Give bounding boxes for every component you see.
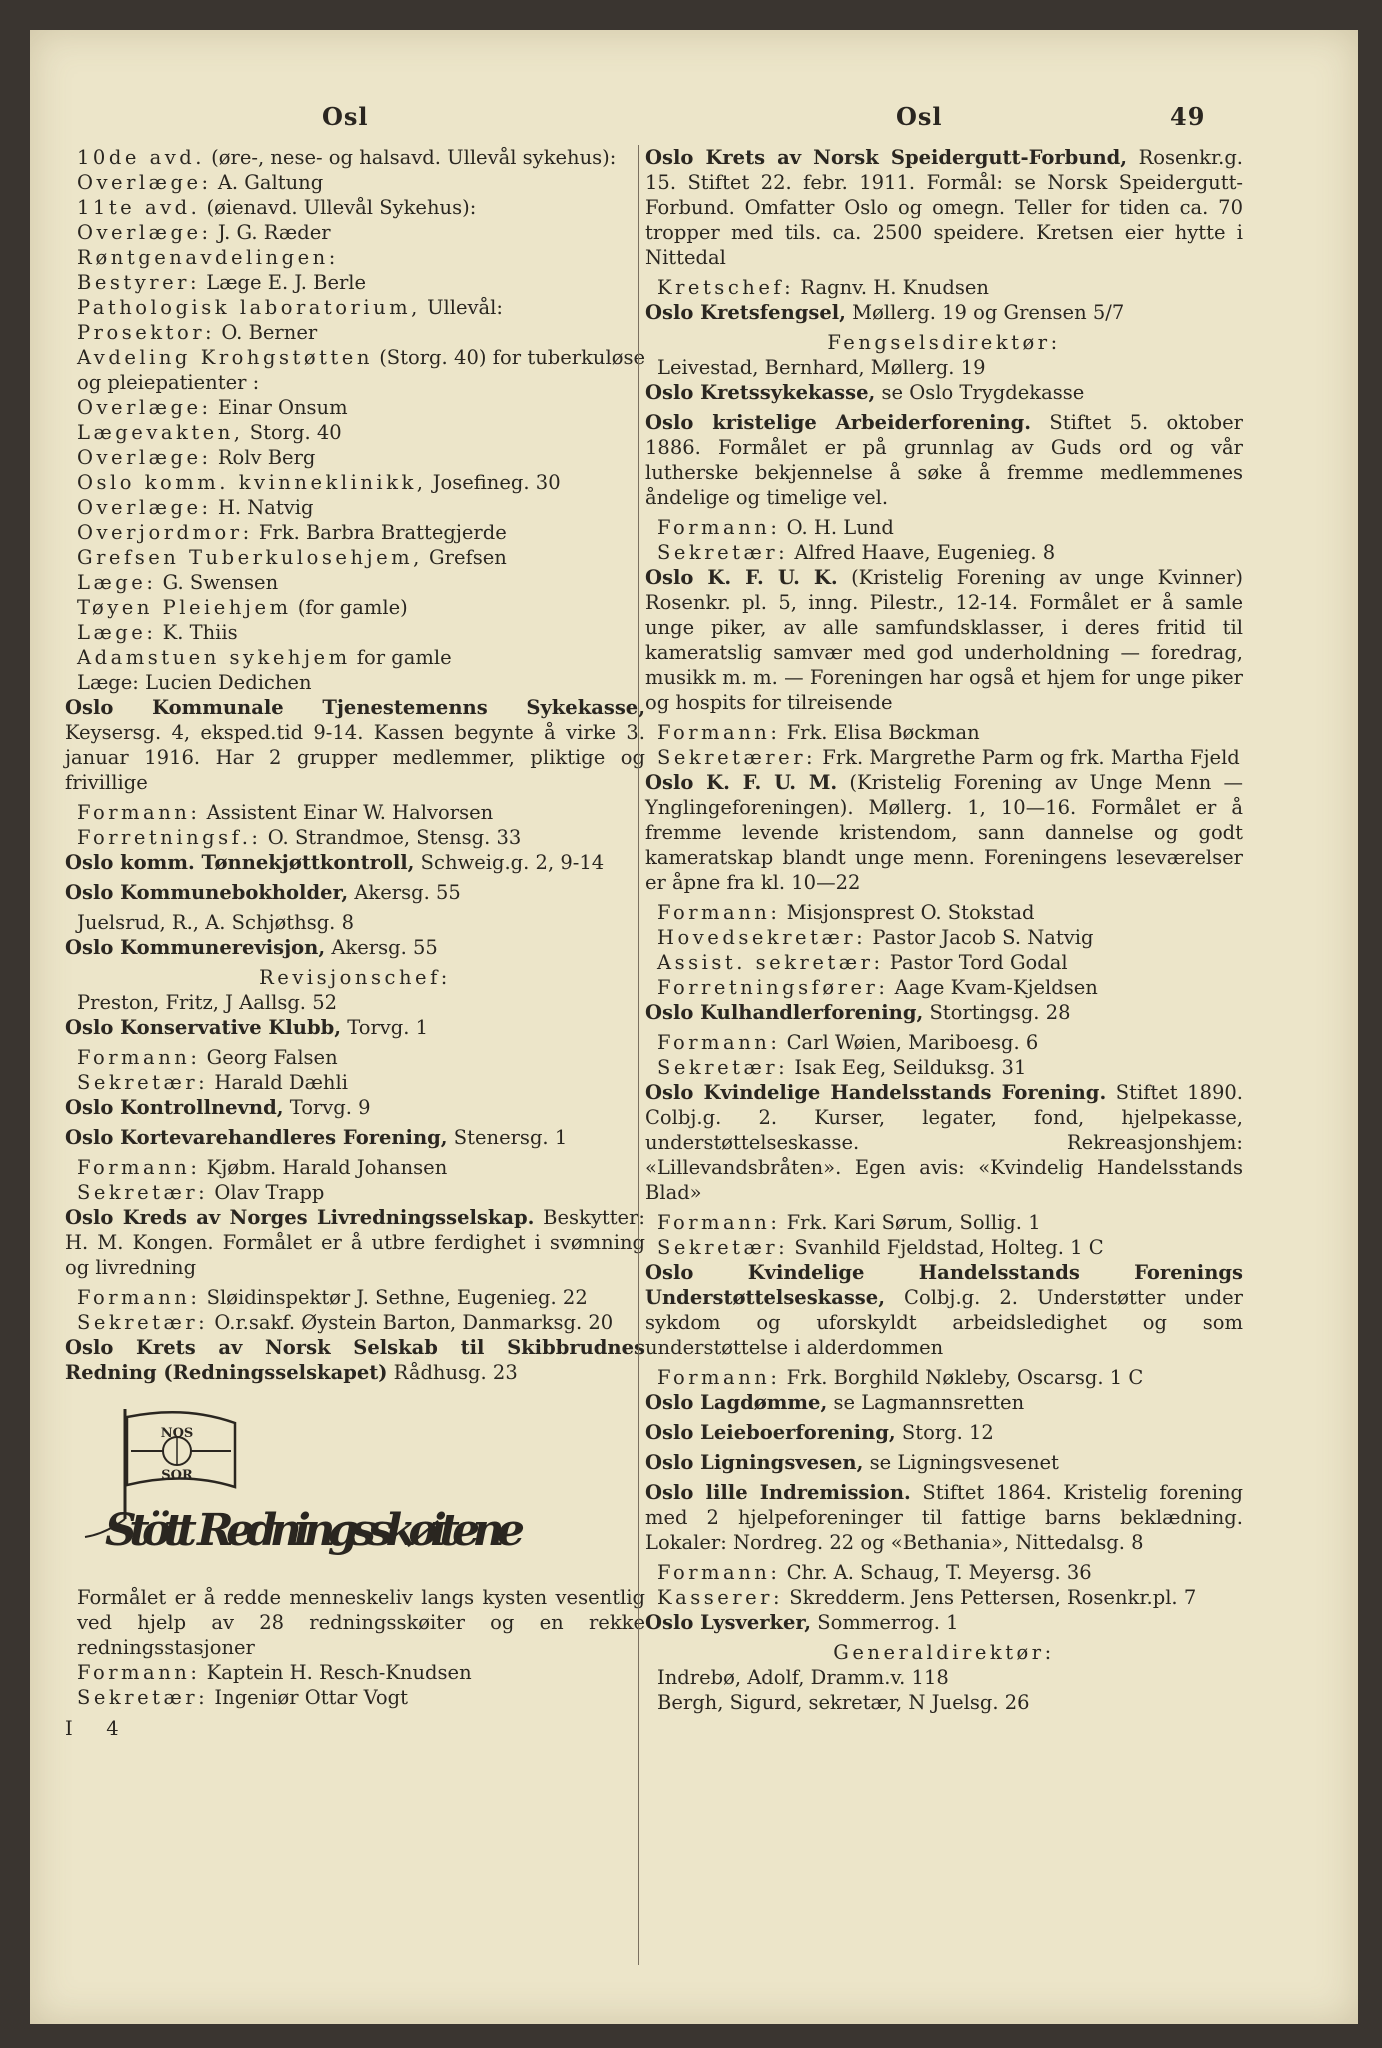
svg-text:NOS: NOS — [160, 1426, 194, 1441]
directory-entry — [645, 1610, 1243, 1635]
entry-text: Carl Wøien, Mariboesg. 6 — [780, 1031, 1039, 1054]
entry-heading: Oslo Kommunebokholder, — [65, 881, 349, 904]
entry-text: Beskytter: H. M. Kongen. Formålet er å utbre ferdighet i svømning og livredning — [65, 1206, 645, 1279]
directory-entry — [645, 1210, 1243, 1235]
entry-text: (Kristelig Forening av unge Kvinner) Rosenkr. pl. 5, inng. Pilestr., 12-14. Formålet er å samle unge piker, av alle samfundsklasser, i deres fritid til kameratslig samvær med god underholdning — foredrag, musikk m. m. — Foreningen har også et hjem for unge piker og hospits for tilreisende — [645, 566, 1243, 714]
entry-label: Formann: — [657, 516, 781, 539]
entry-text: O. Strandmoe, Stensg. 33 — [261, 826, 522, 849]
running-head-center: Osl — [896, 102, 943, 131]
directory-entry — [65, 1125, 645, 1150]
entry-heading: Oslo Kvindelige Handelsstands Forening. — [645, 1081, 1107, 1104]
entry-text: Schweig.g. 2, 9-14 — [414, 851, 605, 874]
entry-label: Sekretær: — [77, 1181, 209, 1204]
entry-text: Misjonsprest O. Stokstad — [780, 901, 1035, 924]
entry-text: Alfred Haave, Eugenieg. 8 — [788, 541, 1056, 564]
entry-text: (Storg. 40) for tuberkuløse og pleiepatienter : — [77, 346, 645, 394]
entry-heading: Oslo K. F. U. M. — [645, 771, 838, 794]
rescue-ship-flag-icon — [65, 1399, 525, 1569]
entry-label: Bestyrer: — [77, 271, 201, 294]
entry-text: Chr. A. Schaug, T. Meyersg. 36 — [780, 1561, 1092, 1584]
entry-text: O. Berner — [215, 321, 318, 344]
entry-label: Sekretær: — [77, 1686, 209, 1709]
entry-text: Georg Falsen — [200, 1046, 338, 1069]
entry-heading: Oslo Kommunale Tjenestemenns Sykekasse, — [65, 696, 645, 719]
directory-entry — [65, 670, 645, 695]
entry-label: Formann: — [657, 1031, 781, 1054]
directory-entry — [645, 925, 1243, 950]
directory-entry — [645, 1420, 1243, 1445]
entry-label: Lægevakten, — [77, 421, 244, 444]
entry-heading: Oslo Kreds av Norges Livredningsselskap. — [65, 1206, 535, 1229]
directory-page — [30, 30, 1358, 2024]
directory-entry — [645, 770, 1243, 895]
entry-text: Juelsrud, R., A. Schjøthsg. 8 — [77, 911, 354, 934]
directory-entry — [65, 195, 645, 220]
entry-text: for gamle — [350, 646, 452, 669]
directory-entry — [65, 850, 645, 875]
entry-heading: Oslo Kretssykekasse, — [645, 381, 876, 404]
directory-entry — [65, 965, 645, 990]
directory-entry — [645, 410, 1243, 510]
entry-label: Tøyen Pleiehjem — [77, 596, 292, 619]
directory-entry — [645, 355, 1243, 380]
svg-text:Stött Redningsskøitene: Stött Redningsskøitene — [105, 1505, 525, 1556]
entry-heading: Oslo komm. Tønnekjøttkontroll, — [65, 851, 415, 874]
directory-entry — [65, 445, 645, 470]
directory-entry — [645, 330, 1243, 355]
entry-text: (for gamle) — [291, 596, 408, 619]
page-number: 49 — [1170, 102, 1206, 131]
entry-text: Sommerrog. 1 — [811, 1611, 959, 1634]
entry-text: Josefineg. 30 — [426, 471, 561, 494]
directory-entry — [645, 975, 1243, 1000]
running-head-left: Osl — [322, 102, 369, 131]
entry-text: Bergh, Sigurd, sekretær, N Juelsg. 26 — [657, 1691, 1030, 1714]
entry-label: Sekretærer: — [657, 746, 817, 769]
entry-heading: Oslo Konservative Klubb, — [65, 1016, 342, 1039]
directory-entry — [65, 1180, 645, 1205]
directory-entry — [645, 380, 1243, 405]
entry-text: O.r.sakf. Øystein Barton, Danmarksg. 20 — [208, 1311, 614, 1334]
entry-heading: Oslo Kulhandlerforening, — [645, 1001, 924, 1024]
directory-entry — [645, 1585, 1243, 1610]
directory-entry — [645, 1000, 1243, 1025]
entry-text: Formålet er å redde menneskeliv langs kysten vesentlig ved hjelp av 28 redningsskøiter og en rekke redningsstasjoner — [77, 1586, 645, 1659]
entry-heading: Oslo Ligningsvesen, — [645, 1451, 864, 1474]
entry-text: Einar Onsum — [211, 396, 348, 419]
entry-text: Pastor Tord Godal — [883, 951, 1068, 974]
directory-entry — [65, 320, 645, 345]
directory-entry — [65, 545, 645, 570]
entry-text: G. Swensen — [156, 571, 279, 594]
directory-entry — [65, 800, 645, 825]
entry-label: Hovedsekretær: — [657, 926, 867, 949]
entry-label: Forretningsf.: — [77, 826, 262, 849]
directory-entry — [65, 245, 645, 270]
entry-subheading: Generaldirektør: — [833, 1641, 1055, 1664]
entry-text: Rolv Berg — [211, 446, 316, 469]
directory-entry — [65, 880, 645, 905]
entry-text: Frk. Elisa Bøckman — [780, 721, 980, 744]
directory-entry — [645, 720, 1243, 745]
directory-entry — [645, 950, 1243, 975]
entry-heading: Oslo Kretsfengsel, — [645, 301, 846, 324]
entry-label: Formann: — [657, 1366, 781, 1389]
directory-entry — [645, 1365, 1243, 1390]
entry-text: Grefsen — [422, 546, 507, 569]
directory-entry — [65, 990, 645, 1015]
entry-heading: Oslo Krets av Norsk Selskab til Skibbrudnes Redning (Redningsselskapet) — [65, 1336, 645, 1384]
entry-text: Sløidinspektør J. Sethne, Eugenieg. 22 — [200, 1286, 588, 1309]
entry-text: Harald Dæhli — [208, 1071, 348, 1094]
right-column — [638, 145, 1243, 1965]
directory-entry — [65, 645, 645, 670]
directory-entry — [65, 145, 645, 170]
directory-entry — [645, 515, 1243, 540]
entry-text: O. H. Lund — [780, 516, 894, 539]
redningsselskapet-logo — [65, 1399, 525, 1569]
entry-text: Ingeniør Ottar Vogt — [208, 1686, 408, 1709]
directory-entry — [65, 520, 645, 545]
entry-label: Kretschef: — [657, 276, 795, 299]
entry-subheading: Revisjonschef: — [259, 966, 451, 989]
entry-label: Formann: — [77, 1286, 201, 1309]
directory-entry — [65, 395, 645, 420]
directory-entry — [645, 1055, 1243, 1080]
directory-entry — [645, 1260, 1243, 1360]
entry-text: Ragnv. H. Knudsen — [794, 276, 989, 299]
directory-entry — [645, 540, 1243, 565]
entry-text: Frk. Borghild Nøkleby, Oscarsg. 1 C — [780, 1366, 1144, 1389]
entry-label: Overlæge: — [77, 496, 212, 519]
entry-text: A. Galtung — [211, 171, 324, 194]
directory-entry — [65, 1095, 645, 1120]
entry-heading: Oslo Kortevarehandleres Forening, — [65, 1126, 448, 1149]
directory-entry — [65, 1155, 645, 1180]
entry-text: Leivestad, Bernhard, Møllerg. 19 — [657, 356, 986, 379]
directory-entry — [645, 1080, 1243, 1205]
entry-label: Sekretær: — [77, 1071, 209, 1094]
directory-entry — [65, 1685, 645, 1710]
entry-label: 11te avd. — [77, 196, 201, 219]
entry-text: Svanhild Fjeldstad, Holteg. 1 C — [788, 1236, 1104, 1259]
directory-entry — [65, 595, 645, 620]
entry-text: se Lagmannsretten — [827, 1391, 1025, 1414]
entry-text: Torvg. 9 — [283, 1096, 371, 1119]
entry-label: Grefsen Tuberkulosehjem, — [77, 546, 423, 569]
entry-heading: Oslo lille Indremission. — [645, 1481, 911, 1504]
entry-text: (Kristelig Forening av Unge Menn — Ynglingeforeningen). Møllerg. 1, 10—16. Formålet er å fremme levende kristendom, sann dannelse og godt kameratskap blandt unge menn. Foreningens leseværelser er åpne fra kl. 10—22 — [645, 771, 1243, 894]
directory-entry — [645, 1665, 1243, 1690]
directory-entry — [645, 900, 1243, 925]
entry-text: Assistent Einar W. Halvorsen — [200, 801, 494, 824]
directory-entry — [645, 1640, 1243, 1665]
entry-label: Formann: — [657, 901, 781, 924]
directory-entry — [65, 270, 645, 295]
directory-entry — [65, 495, 645, 520]
directory-entry — [65, 935, 645, 960]
entry-text: Stiftet 5. oktober 1886. Formålet er på grunnlag av Guds ord og vår lutherske bekjennelse å søke å fremme medlemmenes åndelige og timelige vel. — [645, 411, 1243, 509]
entry-text: Læge: Lucien Dedichen — [77, 671, 312, 694]
directory-entry — [65, 295, 645, 320]
right-entry-list — [645, 145, 1243, 1715]
entry-label: Assist. sekretær: — [657, 951, 884, 974]
entry-text: Rådhusg. 23 — [387, 1361, 518, 1384]
entry-text: se Ligningsvesenet — [863, 1451, 1059, 1474]
svg-text:SOR: SOR — [161, 1468, 193, 1483]
directory-entry — [65, 345, 645, 395]
entry-text: K. Thiis — [156, 621, 238, 644]
entry-heading: Oslo K. F. U. K. — [645, 566, 838, 589]
directory-entry — [65, 1285, 645, 1310]
entry-label: Formann: — [657, 721, 781, 744]
directory-entry — [65, 695, 645, 795]
entry-label: Oslo komm. kvinneklinikk, — [77, 471, 427, 494]
entry-label: Overlæge: — [77, 446, 212, 469]
entry-label: Sekretær: — [657, 1236, 789, 1259]
directory-entry — [645, 1450, 1243, 1475]
entry-subheading: Fengselsdirektør: — [827, 331, 1061, 354]
directory-entry — [645, 275, 1243, 300]
directory-entry — [65, 220, 645, 245]
directory-entry — [65, 620, 645, 645]
directory-entry — [645, 1690, 1243, 1715]
entry-label: Læge: — [77, 571, 157, 594]
entry-text: Preston, Fritz, J Aallsg. 52 — [77, 991, 338, 1014]
entry-text: (øienavd. Ullevål Sykehus): — [200, 196, 477, 219]
left-column — [65, 145, 645, 1741]
directory-entry — [65, 1205, 645, 1280]
entry-label: Sekretær: — [77, 1311, 209, 1334]
left-after-logo-list — [65, 1585, 645, 1710]
entry-heading: Oslo Kommunerevisjon, — [65, 936, 326, 959]
directory-entry — [645, 745, 1243, 770]
entry-heading: Oslo Krets av Norsk Speidergutt-Forbund, — [645, 146, 1128, 169]
directory-entry — [65, 1015, 645, 1040]
entry-text: Indrebø, Adolf, Dramm.v. 118 — [657, 1666, 949, 1689]
entry-label: Sekretær: — [657, 1056, 789, 1079]
entry-heading: Oslo Lysverker, — [645, 1611, 812, 1634]
directory-entry — [645, 565, 1243, 715]
entry-label: Avdeling Krohgstøtten — [77, 346, 373, 369]
entry-text: Stiftet 1890. Colbj.g. 2. Kurser, legater, fond, hjelpekasse, understøttelseskasse. Rekreasjonshjem: «Lillevandsbråten». Egen avis: «Kvindelig Handelsstands Blad» — [645, 1081, 1244, 1204]
entry-label: Formann: — [77, 801, 201, 824]
entry-text: Møllerg. 19 og Grensen 5/7 — [845, 301, 1125, 324]
entry-label: Overlæge: — [77, 396, 212, 419]
entry-label: Formann: — [657, 1211, 781, 1234]
entry-text: Frk. Margrethe Parm og frk. Martha Fjeld — [816, 746, 1240, 769]
directory-entry — [645, 1030, 1243, 1055]
entry-text: Læge E. J. Berle — [200, 271, 367, 294]
directory-entry — [65, 1045, 645, 1070]
entry-text: Kjøbm. Harald Johansen — [200, 1156, 448, 1179]
entry-text: Stortingsg. 28 — [923, 1001, 1071, 1024]
directory-entry — [645, 1480, 1243, 1555]
entry-text: Rosenkr.g. 15. Stiftet 22. febr. 1911. Formål: se Norsk Speidergutt-Forbund. Omfatter Oslo og omegn. Teller for tiden ca. 70 tropper med tils. ca. 2500 speidere. Kretsen eier hytte i Nittedal — [645, 146, 1243, 269]
entry-text: Keysersg. 4, eksped.tid 9-14. Kassen begynte å virke 3. januar 1916. Har 2 grupper medlemmer, pliktige og frivillige — [65, 721, 645, 794]
entry-label: Formann: — [77, 1046, 201, 1069]
entry-heading: Oslo kristelige Arbeiderforening. — [645, 411, 1032, 434]
entry-text: Ullevål: — [420, 296, 503, 319]
signature-mark: I 4 — [65, 1717, 133, 1740]
entry-label: Formann: — [77, 1661, 201, 1684]
entry-text: Storg. 12 — [895, 1421, 994, 1444]
entry-label: Pathologisk laboratorium, — [77, 296, 421, 319]
entry-label: Læge: — [77, 621, 157, 644]
entry-heading: Oslo Leieboerforening, — [645, 1421, 896, 1444]
directory-entry — [65, 910, 645, 935]
entry-label: Røntgenavdelingen: — [77, 246, 339, 269]
entry-text: Kaptein H. Resch-Knudsen — [200, 1661, 472, 1684]
directory-entry — [65, 420, 645, 445]
entry-text: Akersg. 55 — [348, 881, 461, 904]
entry-text: J. G. Ræder — [211, 221, 331, 244]
entry-label: Overjordmor: — [77, 521, 253, 544]
directory-entry — [65, 470, 645, 495]
directory-entry — [65, 1070, 645, 1095]
entry-text: se Oslo Trygdekasse — [875, 381, 1085, 404]
entry-text: Skredderm. Jens Pettersen, Rosenkr.pl. 7 — [783, 1586, 1197, 1609]
entry-text: Frk. Barbra Brattegjerde — [252, 521, 507, 544]
entry-text: Olav Trapp — [208, 1181, 325, 1204]
entry-heading: Oslo Kvindelige Handelsstands Forenings Understøttelseskasse, — [645, 1261, 1243, 1309]
directory-entry — [645, 1235, 1243, 1260]
entry-text: Colbj.g. 2. Understøtter under sykdom og uforskyldt arbeidsledighet og som understøttelse i alderdommen — [645, 1286, 1243, 1359]
directory-entry — [65, 570, 645, 595]
entry-text: Frk. Kari Sørum, Sollig. 1 — [780, 1211, 1041, 1234]
directory-entry — [65, 170, 645, 195]
entry-text: H. Natvig — [211, 496, 314, 519]
entry-heading: Oslo Lagdømme, — [645, 1391, 828, 1414]
directory-entry — [65, 1585, 645, 1660]
entry-label: Prosektor: — [77, 321, 216, 344]
directory-entry — [645, 1390, 1243, 1415]
entry-label: 10de avd. — [77, 146, 205, 169]
entry-label: Adamstuen sykehjem — [77, 646, 351, 669]
entry-text: Pastor Jacob S. Natvig — [866, 926, 1094, 949]
entry-text: Torvg. 1 — [341, 1016, 429, 1039]
entry-text: Stenersg. 1 — [447, 1126, 568, 1149]
entry-text: Aage Kvam-Kjeldsen — [888, 976, 1098, 999]
entry-label: Formann: — [77, 1156, 201, 1179]
entry-label: Overlæge: — [77, 221, 212, 244]
entry-label: Sekretær: — [657, 541, 789, 564]
entry-text: Storg. 40 — [243, 421, 342, 444]
directory-entry — [65, 1335, 645, 1385]
entry-text: Stiftet 1864. Kristelig forening med 2 hjelpeforeninger til fattige barns beklædning. Lokaler: Nordreg. 22 og «Bethania», Nittedalsg. 8 — [645, 1481, 1243, 1554]
entry-text: Isak Eeg, Seilduksg. 31 — [788, 1056, 1027, 1079]
entry-label: Formann: — [657, 1561, 781, 1584]
entry-label: Overlæge: — [77, 171, 212, 194]
entry-text: Akersg. 55 — [325, 936, 438, 959]
entry-label: Forretningsfører: — [657, 976, 889, 999]
directory-entry — [65, 825, 645, 850]
directory-entry — [645, 1560, 1243, 1585]
directory-entry — [65, 1310, 645, 1335]
directory-entry — [645, 145, 1243, 270]
entry-text: (øre-, nese- og halsavd. Ullevål sykehus): — [204, 146, 617, 169]
left-entry-list — [65, 145, 645, 1385]
entry-label: Kasserer: — [657, 1586, 784, 1609]
directory-entry — [645, 300, 1243, 325]
entry-heading: Oslo Kontrollnevnd, — [65, 1096, 284, 1119]
directory-entry — [65, 1660, 645, 1685]
